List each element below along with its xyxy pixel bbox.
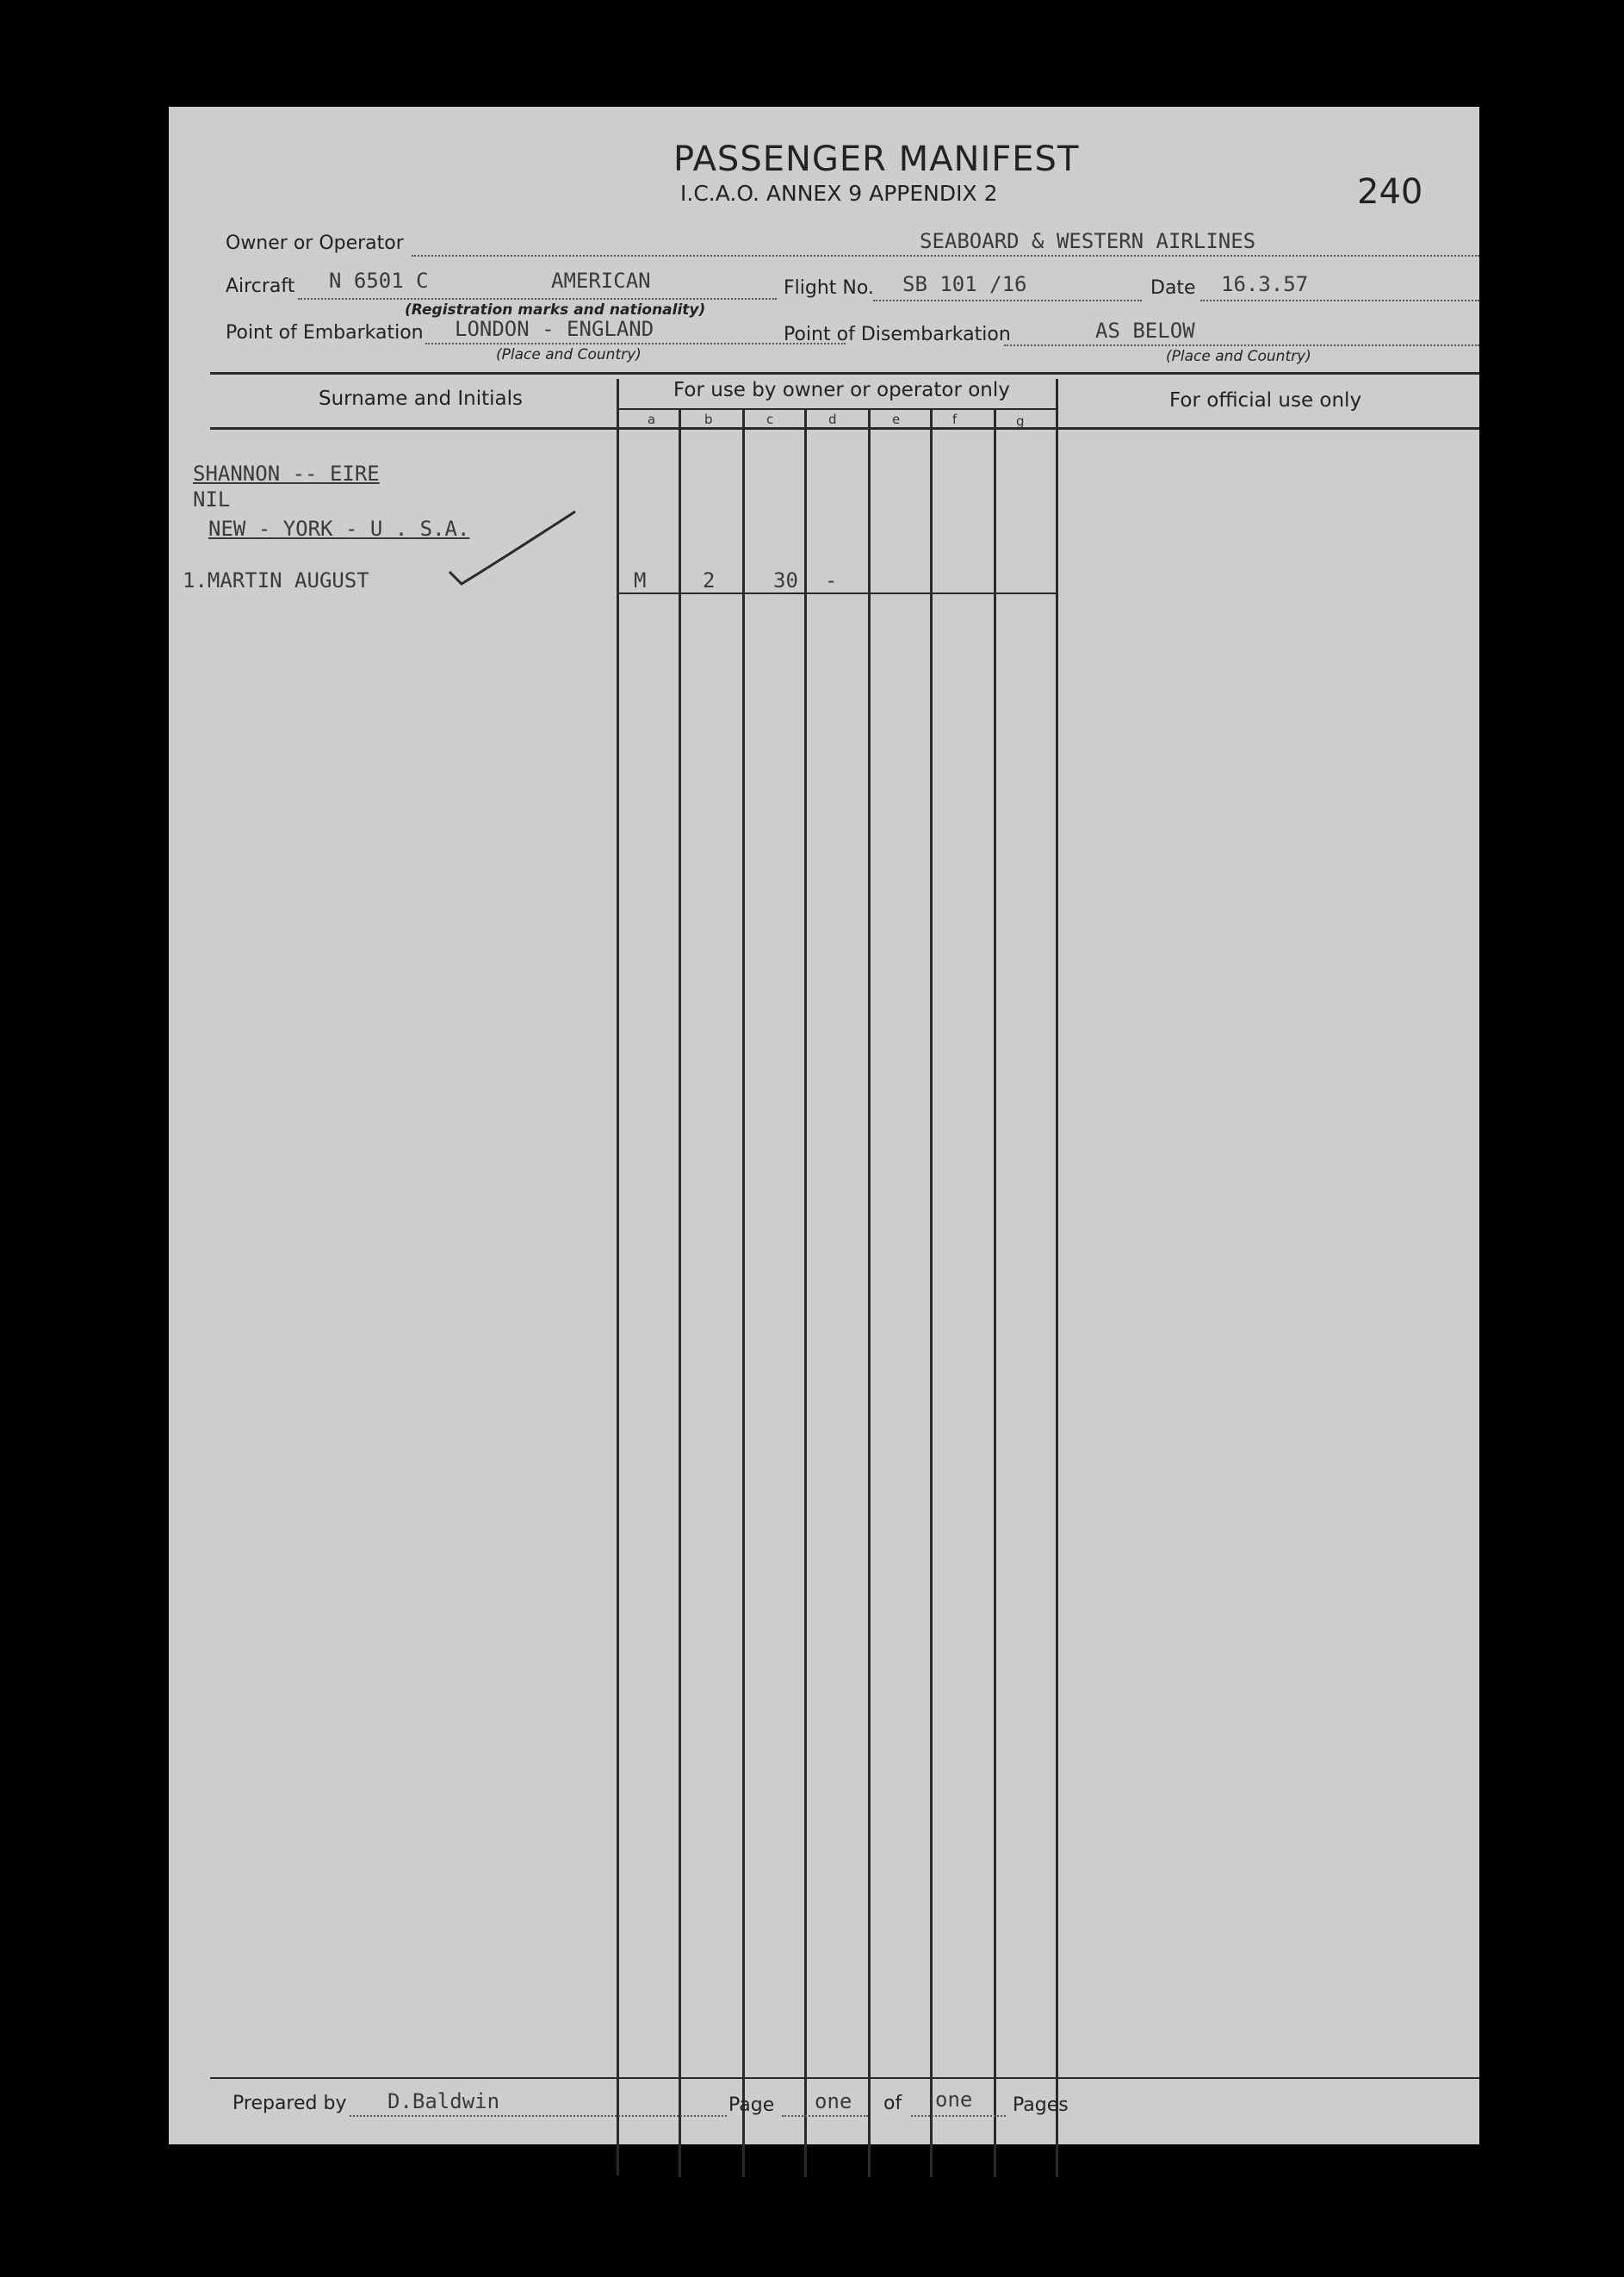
flight-number: SB 101 /16: [902, 272, 1027, 296]
document-subtitle: I.C.A.O. ANNEX 9 APPENDIX 2: [680, 181, 998, 206]
prepared-dotted-line: [350, 2115, 727, 2117]
column-header-operator: For use by owner or operator only: [673, 379, 1010, 401]
subcolumn-c: c: [766, 412, 774, 427]
footer-top-rule: [210, 2077, 1479, 2079]
disembarkation-label: Point of Disembarkation: [784, 324, 1011, 345]
manifest-sheet: [169, 107, 1479, 2144]
passenger-col-b: 2: [703, 568, 716, 593]
embarkation-value: LONDON - ENGLAND: [455, 317, 654, 341]
column-header-name: Surname and Initials: [319, 388, 523, 410]
disembarkation-dotted-line: [1004, 344, 1479, 346]
checkmark-icon: [446, 506, 584, 589]
entry-destination-line: NEW - YORK - U . S.A.: [208, 517, 470, 541]
column-rule-d-left: [804, 408, 807, 2177]
date-dotted-line: [1200, 300, 1479, 301]
of-label: of: [883, 2093, 902, 2114]
passenger-name: 1.MARTIN AUGUST: [183, 568, 369, 593]
passenger-col-c: 30: [773, 568, 798, 593]
document-title: PASSENGER MANIFEST: [673, 140, 1080, 179]
embarkation-note: (Place and Country): [496, 346, 642, 363]
owner-label: Owner or Operator: [226, 233, 404, 254]
aircraft-label: Aircraft: [226, 276, 295, 297]
subcolumn-f: f: [952, 412, 958, 427]
disembarkation-note: (Place and Country): [1166, 348, 1311, 365]
subcolumn-e: e: [892, 412, 901, 427]
page-label: Page: [728, 2094, 775, 2116]
prepared-by-value: D.Baldwin: [387, 2089, 500, 2113]
table-header-rule: [210, 427, 1479, 430]
prepared-by-label: Prepared by: [232, 2093, 347, 2114]
passenger-col-a: M: [634, 568, 647, 593]
column-rule-e-left: [868, 408, 871, 2177]
flight-dotted-line: [873, 300, 1142, 301]
pages-label: Pages: [1013, 2094, 1069, 2116]
of-dotted-line: [911, 2115, 1006, 2117]
page-dotted-line: [782, 2115, 868, 2117]
page-value: one: [815, 2089, 852, 2113]
passenger-row-rule: [617, 593, 1057, 594]
column-rule-a-left: [617, 379, 619, 2175]
flight-date: 16.3.57: [1221, 272, 1309, 296]
entry-stop-line: SHANNON -- EIRE: [193, 462, 380, 486]
entry-nil-line: NIL: [193, 487, 231, 512]
subcolumn-g: g: [1016, 413, 1025, 429]
column-rule-f-left: [930, 408, 933, 2177]
column-rule-official-left: [1056, 379, 1058, 2177]
passenger-col-d: -: [825, 568, 838, 593]
embarkation-label: Point of Embarkation: [226, 322, 424, 344]
page-number: 240: [1357, 172, 1423, 212]
date-label: Date: [1150, 277, 1196, 299]
embarkation-dotted-line: [425, 343, 846, 344]
column-header-official: For official use only: [1169, 389, 1362, 412]
owner-dotted-line: [412, 255, 1479, 257]
subcolumn-a: a: [648, 412, 656, 427]
flight-label: Flight No.: [784, 277, 874, 299]
owner-value: SEABOARD & WESTERN AIRLINES: [920, 229, 1256, 253]
aircraft-nationality: AMERICAN: [551, 269, 651, 293]
subcolumn-rule: [617, 408, 1056, 410]
registration-note: (Registration marks and nationality): [405, 301, 706, 319]
aircraft-dotted-line: [298, 298, 777, 300]
aircraft-registration: N 6501 C: [329, 269, 429, 293]
disembarkation-value: AS BELOW: [1095, 319, 1195, 343]
table-top-rule: [210, 372, 1479, 375]
of-value: one: [935, 2088, 973, 2112]
column-rule-g-left: [994, 408, 996, 2177]
subcolumn-d: d: [828, 412, 837, 427]
column-rule-c-left: [742, 408, 745, 2177]
column-rule-b-left: [679, 408, 681, 2177]
subcolumn-b: b: [704, 412, 713, 427]
